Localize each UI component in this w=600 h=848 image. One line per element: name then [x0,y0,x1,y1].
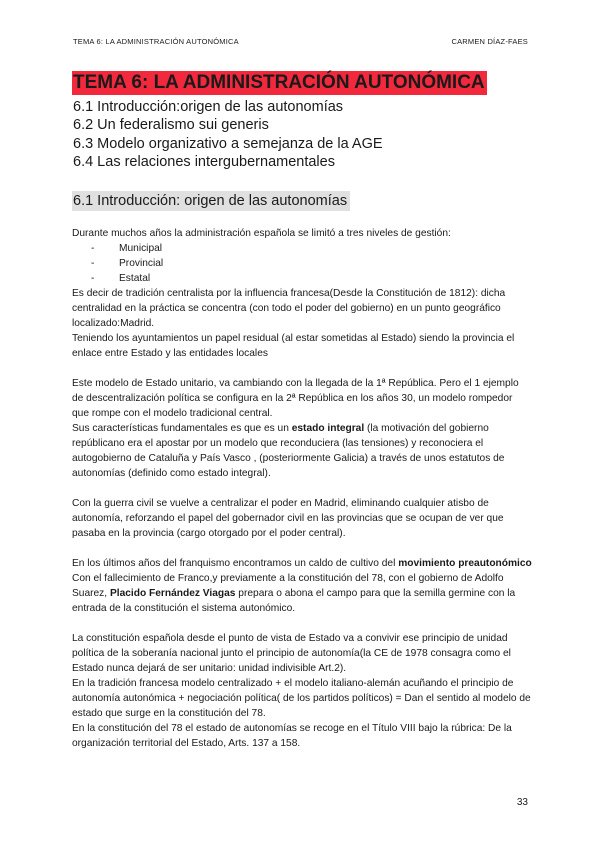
bold-term: Placido Fernández Viagas [109,588,236,599]
paragraph: Con la guerra civil se vuelve a centralizar el poder en Madrid, eliminando cualquier atisbo de autonomía, reforzando el papel del gobernador civil en las provincias que se ocupan de ver que pasaba en la provincia (cargo otorgado por el poder central). [72,498,504,539]
bold-term: estado integral [291,423,365,434]
level-list [72,241,532,286]
title-block [72,71,487,95]
toc-item: 6.4 Las relaciones intergubernamentales [73,153,335,170]
paragraph: Teniendo los ayuntamientos un papel residual (al estar sometidas al Estado) siendo la provincia el enlace entre Estado y las entidades locales [72,333,515,359]
text-run: (la motivación del gobierno repúblicano era el apostar por un modelo que reconduciera (las tensiones) y reconociera el autogobierno de Cataluña y País Vasco , (posteriormente Galicia) a través de unos estatutos de autonomías (definido como estado integral). [72,423,505,479]
running-header-title: TEMA 6: LA ADMINISTRACIÓN AUTONÓMICA [73,37,239,46]
paragraph [72,556,532,571]
page-number: 33 [516,797,528,808]
paragraph [72,571,532,616]
paragraph: En la constitución del 78 el estado de autonomías se recoge en el Título VIII bajo la rúbrica: De la organización territorial del Estado, Arts. 137 a 158. [72,723,512,749]
text-run: En los últimos años del franquismo encontramos un caldo de cultivo del [72,558,399,569]
text-run: Sus características fundamentales es que es un [72,423,292,434]
toc-item: 6.1 Introducción:origen de las autonomías [73,99,344,115]
paragraph [72,421,532,481]
paragraph: Este modelo de Estado unitario, va cambiando con la llegada de la 1ª República. Pero el 1 ejemplo de descentralización política se configura en la 2ª República en los años 30, un modelo rompedor que rompe con el modelo tradicional central. [72,378,519,419]
page-title: TEMA 6: LA ADMINISTRACIÓN AUTONÓMICA [73,72,485,93]
toc-item: 6.3 Modelo organizativo a semejanza de la AGE [73,135,383,152]
list-item: - Municipal [72,241,532,256]
list-item: - Provincial [72,256,532,271]
section-heading-block [72,191,350,211]
running-header-author: CARMEN DÍAZ-FAES [451,37,528,46]
body-text [72,226,532,751]
paragraph: En la tradición francesa modelo centralizado + el modelo italiano-alemán acuñando el principio de autonomía autonómica + negociación política( de los partidos políticos) = Dan el sentido al modelo de estado que surge en la constitución del 78. [72,678,531,719]
bold-term: movimiento preautonómico [398,558,532,569]
paragraph: Durante muchos años la administración española se limitó a tres niveles de gestión: [72,228,451,239]
toc-item: 6.2 Un federalismo sui generis [73,117,269,134]
list-item: - Estatal [72,271,532,286]
section-heading: 6.1 Introducción: origen de las autonomías [72,191,350,211]
table-of-contents [73,98,383,171]
text-run: prepara o abona el campo para que la semilla germine con la entrada de la constitución el sistema autonómico. [72,588,516,614]
paragraph: Es decir de tradición centralista por la influencia francesa(Desde la Constitución de 1812): dicha centralidad en la práctica se concentra (con todo el poder del gobierno) en un punto geográfico localizado:Madrid. [72,288,506,329]
text-run: Con el fallecimiento de Franco,y previamente a la constitución del 78, con el gobierno de Adolfo Suarez, [72,573,504,599]
paragraph: La constitución española desde el punto de vista de Estado va a convivir ese principio de unidad política de la soberanía nacional junto el principio de autonomía(la CE de 1978 consagra como el Estado nunca dejará de ser unitario: unidad indivisible Art.2). [72,633,511,674]
